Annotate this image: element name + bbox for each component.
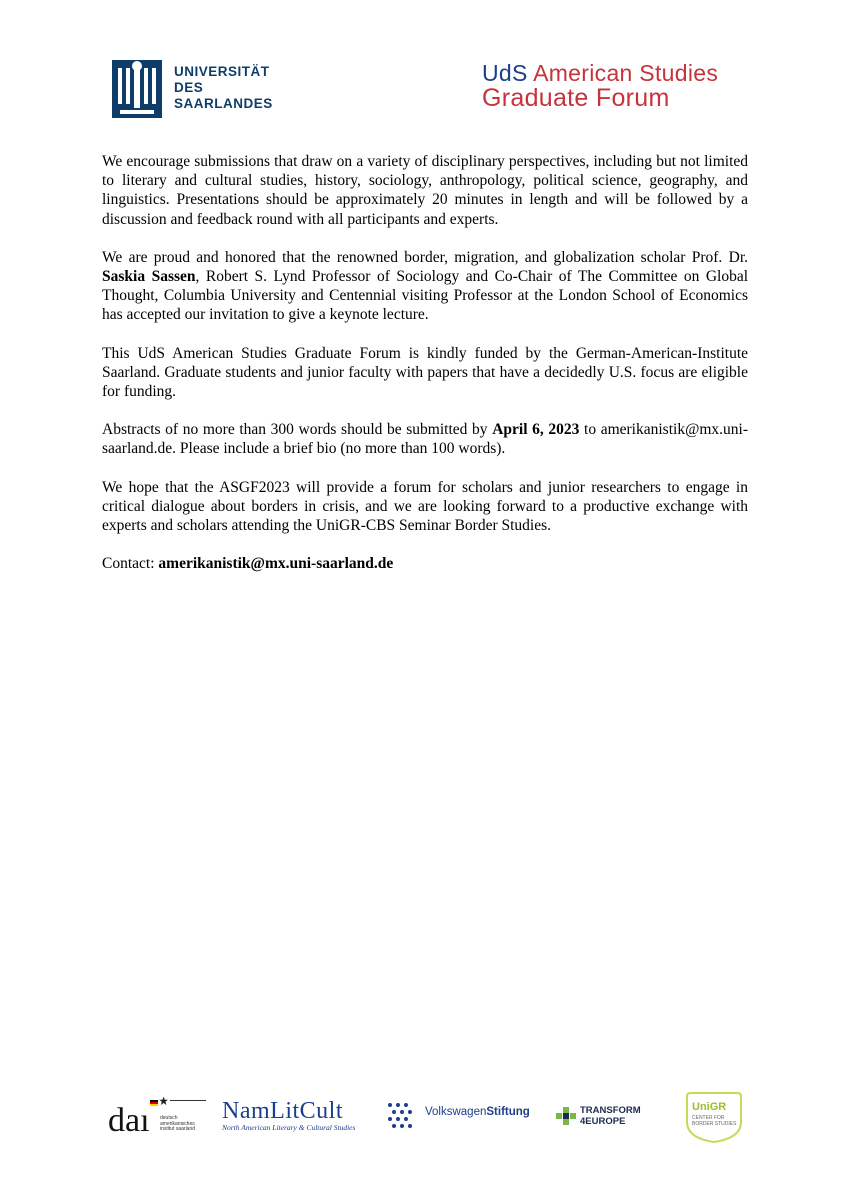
dai-logo-mark: daı (108, 1102, 150, 1139)
paragraph-submissions: We encourage submissions that draw on a variety of disciplinary perspectives, including but not limited to literary and cultural studies, history, sociology, anthropology, political science, geography, and linguistics. Presentations should be approximately 20 minutes in length and will be followed by a discussion and feedback round with all participants and experts. (102, 153, 748, 228)
contact-email[interactable]: amerikanistik@mx.uni-saarland.de (158, 555, 394, 573)
german-american-flag-icon (150, 1096, 206, 1110)
vw-bold: Stiftung (486, 1106, 530, 1118)
eagle-icon (108, 56, 166, 122)
volkswagen-stiftung-logo (425, 1106, 530, 1118)
forum-logo-uds: UdS (482, 60, 528, 86)
uds-line-1: UNIVERSITÄT (174, 64, 270, 79)
abstracts-deadline: April 6, 2023 (492, 421, 580, 439)
dai-logo-text: deutsch amerikanisches institut saarland (160, 1115, 196, 1132)
keynote-pre: We are proud and honored that the renowned border, migration, and globalization scholar Prof. Dr. (102, 248, 748, 266)
graduate-forum-logo (482, 60, 742, 116)
t4e-line-2: 4EUROPE (580, 1115, 626, 1127)
unigr-logo-subtitle: CENTER FOR BORDER STUDIES (692, 1115, 737, 1127)
paragraph-forum: We hope that the ASGF2023 will provide a forum for scholars and junior researchers to engage in critical dialogue about borders in crisis, and we are looking forward to a productive exchange with experts and scholars attending the UniGR-CBS Seminar Border Studies. (102, 478, 748, 535)
uds-line-2: DES (174, 80, 204, 95)
transform4europe-logo (580, 1106, 641, 1127)
abstracts-post: to amerikanistik@mx.uni-saarland.de. Please include a brief bio (no more than 100 words). (102, 421, 748, 458)
forum-logo-american-studies: American Studies (527, 60, 719, 86)
contact-label: Contact: (102, 555, 159, 573)
forum-logo-line-1 (482, 60, 718, 87)
uds-logo (108, 56, 273, 122)
transform4europe-icon (556, 1107, 576, 1125)
namlitcult-subtitle: North American Literary & Cultural Studies (222, 1123, 356, 1132)
uds-line-3: SAARLANDES (174, 96, 273, 111)
paragraph-keynote (102, 248, 748, 325)
vw-light: Volkswagen (425, 1106, 487, 1118)
document-body (102, 152, 748, 592)
forum-logo-line-2: Graduate Forum (482, 84, 670, 112)
volkswagen-stiftung-dots-icon (386, 1102, 418, 1132)
keynote-post: , Robert S. Lynd Professor of Sociology and Co-Chair of The Committee on Global Thought, Columbia University and Centennial visiting Professor at the London School of Economics has accepted our invitation to give a keynote lecture. (102, 268, 749, 324)
uds-wordmark (174, 64, 273, 112)
unigr-logo-title: UniGR (692, 1101, 727, 1113)
t4e-line-1: TRANSFORM (580, 1105, 641, 1116)
paragraph-funding: This UdS American Studies Graduate Forum is kindly funded by the German-American-Institute Saarland. Graduate students and junior faculty with papers that have a decidedly U.S. focus are eligible for funding. (102, 344, 748, 401)
paragraph-abstracts (102, 420, 748, 458)
paragraph-contact (102, 554, 748, 573)
keynote-speaker: Saskia Sassen (102, 268, 196, 286)
namlitcult-logo: NamLitCult (222, 1098, 343, 1124)
abstracts-pre: Abstracts of no more than 300 words should be submitted by (102, 421, 493, 439)
